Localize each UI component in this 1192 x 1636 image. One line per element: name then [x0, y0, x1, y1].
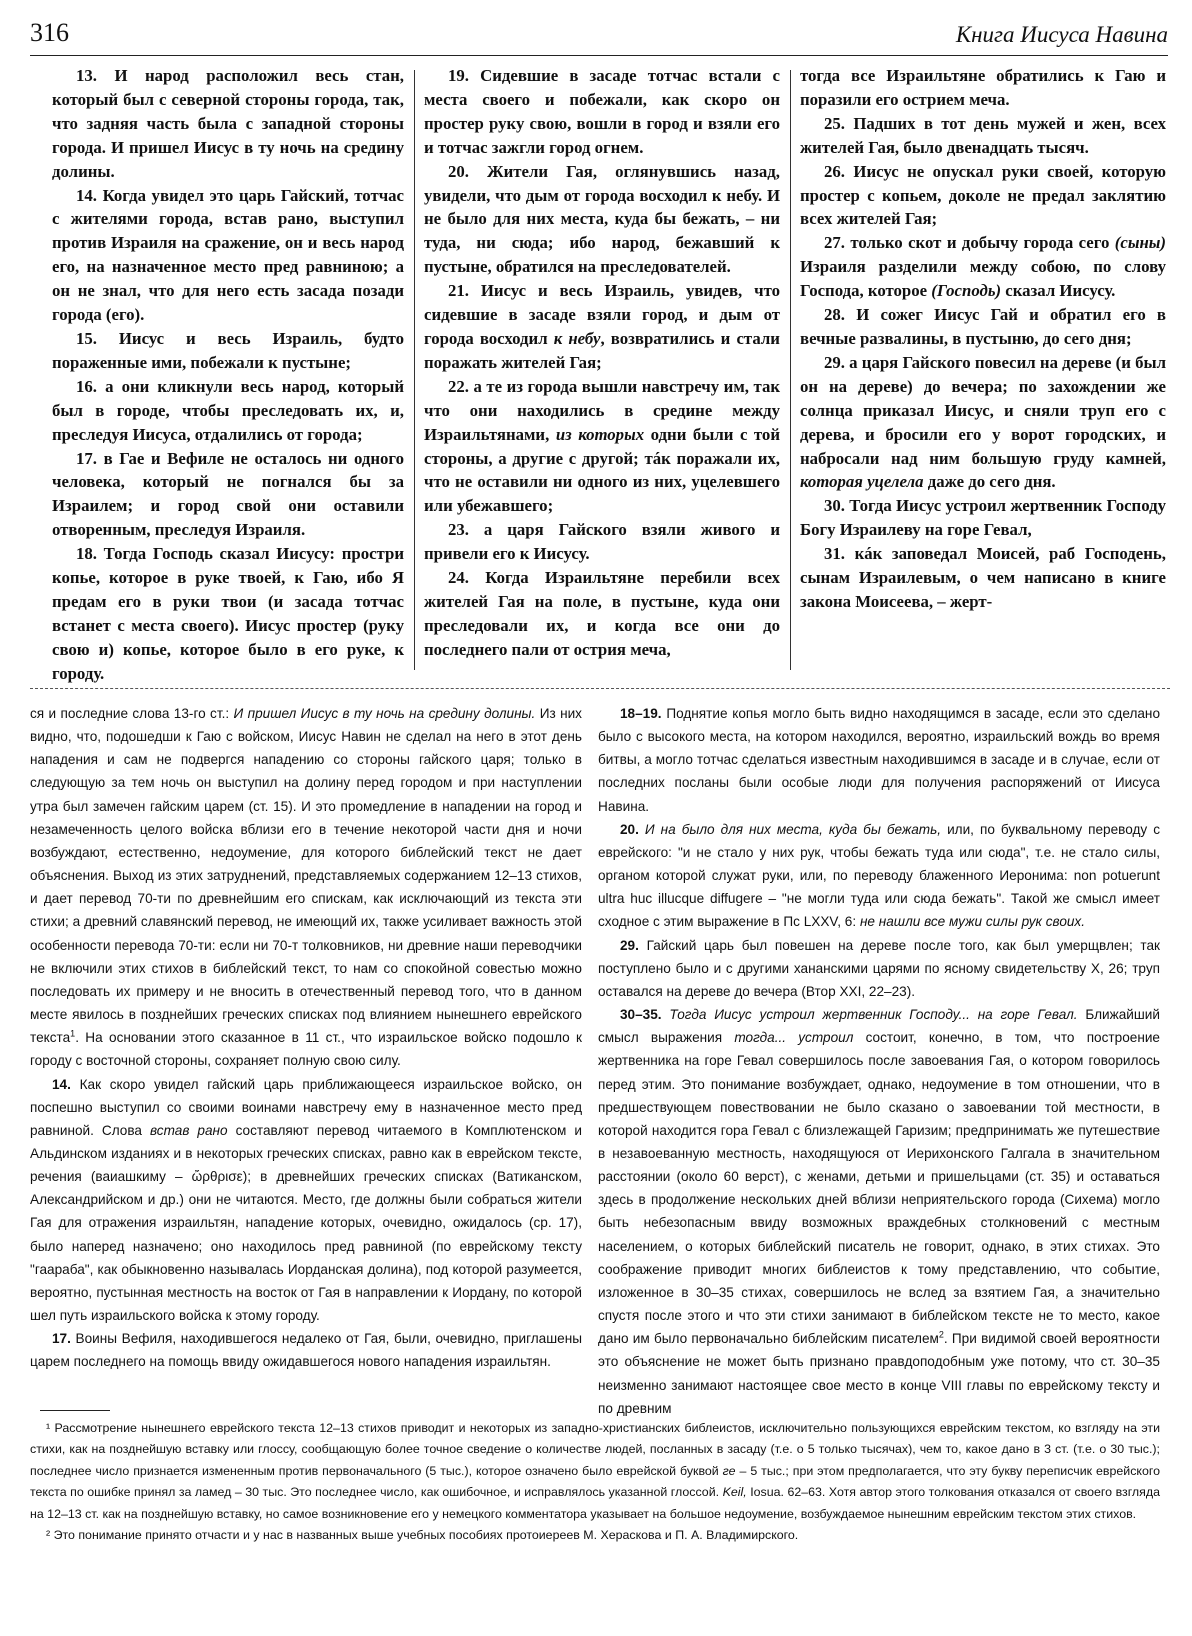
commentary-text: Ближайший смысл выражения: [598, 1007, 1160, 1046]
footnote-citation: Keil,: [722, 1485, 747, 1500]
verse-31: 31. кáк заповедал Моисей, раб Господень, сынам Израилевым, о чем написано в книге закона Моисеева, – жерт-: [800, 544, 1166, 611]
commentary-text-end: . На основании этого сказанное в 11 ст., что израильское войско подошло к городу с восточной стороны, сохраняет полную свою силу.: [30, 1030, 582, 1069]
bible-text-column-2: [424, 64, 780, 674]
verse-23: 23. а царя Гайского взяли живого и привели его к Иисусу.: [424, 520, 780, 564]
commentary-quote: встав рано: [150, 1122, 228, 1138]
commentary-verse-number: 17.: [52, 1331, 71, 1347]
page-number: 316: [30, 18, 69, 47]
verse-17: 17. в Гае и Вефиле не осталось ни одного человека, который не погнался бы за Израилем; и город свой они оставили отворенным, преследуя Израиля.: [52, 448, 404, 540]
commentary-paragraph-20: [598, 818, 1160, 934]
verse-29-text: 29. а царя Гайского повесил на дереве (и был он на дереве) до вечера; по захождении же солнца приказал Иисус, и сняли труп его с дерева, и бросили его у ворот городских, и набросали над ним большую груду камней,: [800, 352, 1166, 468]
verse-19: 19. Сидевшие в засаде тотчас встали с места своего и побежали, как скоро он простер руку свою, вошли в город и взяли его и тотчас зажгли город огнем.: [424, 66, 780, 157]
footnote-marker-2: 2: [938, 1329, 944, 1340]
commentary-text-mid: Из них видно, что, подошедши к Гаю с войском, Иисус Навин не сделал на него в этот день нападения и сам не подвергся нападению со стороны гайского царя; только в следующую за тем ночь он выступил на долину перед городом и при наступлении утра был замечен гайским царем (ст. 15). И это промедление в нападении на город и незамеченность целого войска вблизи его в течение некоторой части дня и ночи возбуждают, естественно, недоумение, для которого библейский текст не дает объяснения. Выход из этих затруднений, представляемых содержанием 12–13 стихов, и дает перевод 70-ти по древнейшим его спискам, как исключающий из текста эти стихи; а древний славянский перевод, не имеющий их, также усиливает важность этой особенности перевода 70-ти: если ни 70-т толковников, ни древние наши переводчики не включили этих стихов в библейский текст, то нам со спокойной совестью можно последовать их примеру и не вносить в отечественный перевод того, что в данном месте явилось в позднейших греческих списках под влиянием нынешнего еврейского текста: [30, 706, 582, 1046]
commentary-text-mid: состоит, конечно, в том, что построение жертвенника на горе Гевал совершилось после завоевания Гая, о котором говорилось перед этим. Это понимание возбуждает, однако, недоумение в том отношении, что в предшествующем повествовании не было сказано о завоевании той местности, в которой находится гора Гевал с близлежащей Гаризим; предпринимать же путешествие в незавоеванную местность, находящуюся от Иерихонского Галгала в значительном расстоянии (около 60 верст), с женами, детьми и пришельцами (ст. 35) и оставаться здесь в продолжение нескольких дней вблизи неприятельского города (Сихема) могло быть небезопасным ввиду возможных враждебных столкновений с местным населением, о которых библейский писатель не говорит, однако, в этих стихах. Это соображение приводит многих библеистов к тому представлению, что событие, изложенное в 30–35 стихах, совершилось не вслед за взятием Гая, а значительно спустя после этого и что эти стихи занимают в библейском тексте не то место, какое дано им было первоначально библейским писателем: [598, 1030, 1160, 1347]
verse-27-emphasis-2: (Господь): [931, 281, 1002, 301]
verse-29-emphasis: которая уцелела: [800, 472, 924, 492]
verse-24: 24. Когда Израильтяне перебили всех жителей Гая на поле, в пустыне, куда они преследовали их, и когда все они до последнего пали от острия меча,: [424, 568, 780, 659]
commentary-verse-number: 29.: [620, 937, 639, 953]
verse-29: [800, 351, 1166, 494]
verse-20: 20. Жители Гая, оглянувшись назад, увидели, что дым от города восходил к небу. И не было для них места, куда бы бежать, – ни туда, ни сюда; ибо народ, бежавший к пустыне, обратился на преследователей.: [424, 161, 780, 277]
verse-13: 13. И народ расположил весь стан, который был с северной стороны города, так, что задняя часть была с западной стороны города. И пришел Иисус в ту ночь на средину долины.: [52, 66, 404, 181]
commentary-paragraph-18-19: [598, 702, 1160, 818]
column-divider: [790, 70, 791, 670]
footnote-emphasis: ге: [722, 1463, 736, 1478]
footnote-marker-1: 1: [70, 1028, 76, 1039]
bible-text-column-3: [800, 64, 1166, 674]
commentary-paragraph-14: [30, 1073, 582, 1328]
verse-27-text-end: сказал Иисусу.: [1005, 281, 1116, 301]
footnote-text-end: Iosua. 62–63. Хотя автор этого толкования отказался от своего взгляда на 12–13 ст. как на позднейшую вставку, но самое возникновение его у немецкого комментатора указывает на большое недоумение, возбуждаемое нынешним еврейским текстом этих стихов.: [30, 1485, 1160, 1521]
commentary-text: Поднятие копья могло быть видно находящимся в засаде, если это сделано было с высокого места, на котором находился, вероятно, израильский вождь во время битвы, а могло тотчас сделаться известным находившимся в засаде и в случае, если от последних посланы были особые люди для получения распоряжений от Иисуса Навина.: [598, 706, 1161, 814]
verse-18: 18. Тогда Господь сказал Иисусу: простри копье, которое в руке твоей, к Гаю, ибо Я предам его в руки твои (и засада тотчас встанет с места своего). Иисус простер (руку свою и) копье, которое было в его руке, к городу.: [52, 544, 404, 683]
verse-21-text: 21. Иисус и весь Израиль, увидев, что сидевшие в засаде взяли город, и дым от города восходил: [424, 281, 780, 348]
commentary-verse-number: 14.: [52, 1076, 71, 1092]
verse-27-text: 27. только скот и добычу города сего: [824, 233, 1110, 253]
commentary-verse-number: 18–19.: [620, 706, 662, 721]
verse-16: 16. а они кликнули весь народ, который был в городе, чтобы преследовать их, и, преследуя Иисуса, отдалились от города;: [52, 376, 404, 444]
commentary-paragraph-17: [30, 1327, 582, 1373]
footnotes: [30, 1418, 1160, 1628]
verse-21-text-end: , возвратились и стали поражать жителей Гая;: [424, 328, 780, 372]
verse-26: 26. Иисус не опускал руки своей, которую простер с копьем, доколе не предал заклятию всех жителей Гая;: [800, 161, 1166, 229]
verse-27: [800, 231, 1166, 303]
commentary-column-right: [598, 702, 1161, 1416]
commentary-column-left: [30, 702, 582, 1398]
footnote-2: ² Это понимание принято отчасти и у нас в названных выше учебных пособиях протоиереев М. Хераскова и П. А. Владимирского.: [46, 1528, 799, 1543]
verse-30: 30. Тогда Иисус устроил жертвенник Господу Богу Израилеву на горе Гевал,: [800, 496, 1166, 540]
commentary-paragraph-continued: [30, 702, 582, 1073]
verse-14: 14. Когда увидел это царь Гайский, тотчас с жителями города, встав рано, выступил против Израиля на сражение, он и весь народ его, на назначенное место пред равниною; а он не знал, что для него есть засада позади города (его).: [52, 185, 404, 325]
commentary-quote-2: не нашли все мужи силы рук своих.: [859, 914, 1086, 930]
verse-22-text-end: одни были с той стороны, а другие с другой; тáк поражали их, что не оставили ни одного из них, уцелевшего или убежавшего;: [424, 424, 780, 516]
commentary-verse-number: 20.: [620, 821, 639, 837]
footnote-text: ¹ Рассмотрение нынешнего еврейского текста 12–13 стихов приводит и некоторых из западно-христианских библеистов, исключительно пользующихся еврейским текстом, ко взгляду на эти стихи, как на позднейшую вставку или глоссу, сообщающую более точное сведение о количестве людей, посланных в засаду (т.е. о 5 только тысячах), чем то, какое дано в 3 ст. (т.е. о 30 тыс.); последнее число признается измененным против первоначального (5 тыс.), которое означено было еврейской буквой: [30, 1421, 1160, 1478]
commentary-text-end: . При видимой своей вероятности это объяснение не может быть признано правдоподобным уже потому, что ст. 30–35 неизменно занимают настоящее свое место в конце VIII главы по еврейскому тексту и по древним: [598, 1331, 1160, 1416]
verse-22: [424, 375, 780, 518]
footnote-divider: [40, 1410, 110, 1411]
verse-25: 25. Падших в тот день мужей и жен, всех жителей Гая, было двенадцать тысяч.: [800, 113, 1166, 157]
verse-29-text-end: даже до сего дня.: [927, 472, 1056, 492]
verse-24-continued: тогда все Израильтяне обратились к Гаю и поразили его острием меча.: [800, 66, 1166, 109]
commentary-paragraph-29: [598, 934, 1160, 1003]
commentary-text: или, по буквальному переводу с еврейского: "и не стало у них рук, чтобы бежать туда или сюда", т.е. не стало силы, органом которой служат руки, или, по переводу блаженного Иеронима: non potuerunt ultra huc illucque diffugere – "не могли туда или сюда бежать". Такой же смысл имеет сходное с этим выражение в Пс LXXV, 6:: [598, 821, 1161, 930]
bible-text-column-1: [52, 64, 404, 683]
footnote-text-mid: – 5 тыс.; при этом предполагается, что эту букву переписчик еврейского текста по ошибке принял за ламед – 30 тыс. Это последнее число, как ошибочное, и исправлялось указанной глоссой.: [30, 1463, 1160, 1500]
verse-22-text: 22. а те из города вышли навстречу им, так что они находились в средине между Израильтянами,: [424, 376, 780, 444]
commentary-text: ся и последние слова 13-го ст.:: [30, 706, 230, 721]
verse-27-text-mid: Израиля разделили между собою, по слову Господа, которое: [800, 257, 1166, 301]
verse-22-emphasis: из которых: [555, 424, 645, 444]
commentary-paragraph-30-35: [598, 1003, 1160, 1420]
commentary-text-end: составляют перевод читаемого в Комплютенском и Альдинском изданиях и в некоторых греческих списках, равно как в еврейском тексте, речения (ваиашкиму – ὤρθρισε); в древнейших греческих списках (Ватиканском, Александрийском и др.) они не читаются. Место, где должны были собраться жители Гая для отражения израильтян, нападение которых, очевидно, ожидалось (ср. 17), было наперед назначено; оно находилось пред равниной (по еврейскому тексту "гаараба", как обыкновенно называлась Иорданская долина), под которой разумеется, вероятно, пустынная местность на восток от Гая в направлении к Иордану, по которой шел путь израильского войска к этому городу.: [30, 1122, 582, 1324]
verse-15: 15. Иисус и весь Израиль, будто пораженные ими, побежали к пустыне;: [52, 328, 404, 372]
footnote-1: [30, 1418, 1160, 1525]
commentary-quote: Тогда Иисус устроил жертвенник Господу... на горе Гевал.: [669, 1007, 1078, 1023]
commentary-quote: И на было для них места, куда бы бежать,: [644, 821, 942, 837]
commentary-quote-2: тогда... устроил: [734, 1030, 854, 1046]
page-header: [30, 16, 1168, 56]
commentary-text: Как скоро увидел гайский царь приближающееся израильское войско, он поспешно выступил со своими воинами навстречу ему в назначенное место пред равниной. Слова: [30, 1076, 582, 1138]
verse-21-emphasis: к небу: [553, 328, 601, 348]
column-divider: [414, 70, 415, 670]
section-divider: [30, 688, 1170, 689]
verse-28: 28. И сожег Иисус Гай и обратил его в вечные развалины, в пустыню, до сего дня;: [800, 305, 1166, 348]
commentary-text: Воины Вефиля, находившегося недалеко от Гая, были, очевидно, приглашены царем последнего на помощь ввиду ожидавшегося нового нападения израильтян.: [30, 1331, 582, 1370]
commentary-verse-number: 30–35.: [620, 1007, 662, 1023]
commentary-quote: И пришел Иисус в ту ночь на средину долины.: [233, 706, 536, 721]
verse-21: [424, 279, 780, 375]
running-head: Книга Иисуса Навина: [955, 22, 1168, 47]
verse-27-emphasis: (сыны): [1114, 233, 1167, 253]
commentary-text: Гайский царь был повешен на дереве после того, как был умерщвлен; так поступлено было и с другими хананскими царями по ясному свидетельству Х, 26; труп оставался на дереве до вечера (Втор XXI, 22–23).: [598, 937, 1161, 999]
